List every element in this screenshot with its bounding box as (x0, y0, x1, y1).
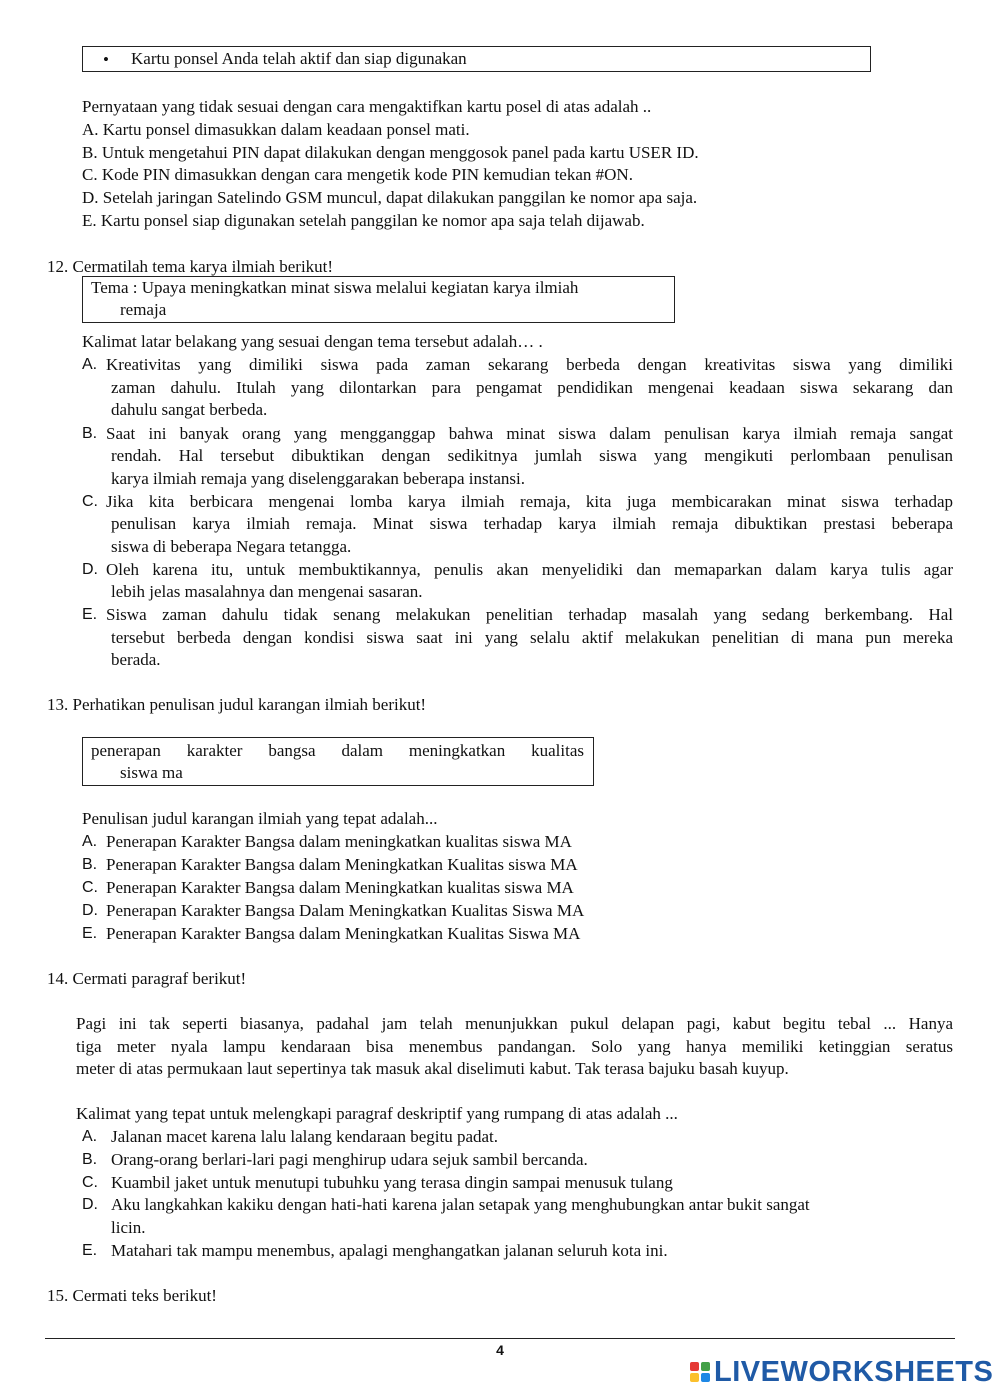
q14-question: Kalimat yang tepat untuk melengkapi paragraf deskriptif yang rumpang di atas adalah ... (76, 1104, 678, 1123)
q11-option-c: C. Kode PIN dimasukkan dengan cara mengetik kode PIN kemudian tekan #ON. (82, 165, 633, 184)
logo-square-red (690, 1362, 699, 1371)
q12-question: Kalimat latar belakang yang sesuai dengan tema tersebut adalah… . (82, 332, 543, 351)
q14-option-d-letter: D. (82, 1196, 98, 1213)
logo-square-green (701, 1362, 710, 1371)
q11-question: Pernyataan yang tidak sesuai dengan cara mengaktifkan kartu posel di atas adalah .. (82, 97, 652, 116)
q13-title-box (82, 737, 594, 786)
q13-title-line2: siswa ma (120, 763, 183, 782)
q14-option-b-letter: B. (82, 1151, 98, 1168)
q13-heading: 13. Perhatikan penulisan judul karangan ilmiah berikut! (47, 695, 427, 714)
q14-option-e-letter: E. (82, 1242, 98, 1259)
q14-option-e-text: Matahari tak mampu menembus, apalagi menghangatkan jalanan seluruh kota ini. (111, 1241, 668, 1260)
q14-option-c-text: Kuambil jaket untuk menutupi tubuhku yang terasa dingin sampai menusuk tulang (111, 1173, 673, 1192)
q14-option-b-text: Orang-orang berlari-lari pagi menghirup udara sejuk sambil bercanda. (111, 1150, 588, 1169)
q12-option-e-line3: berada. (111, 650, 161, 669)
q14-heading: 14. Cermati paragraf berikut! (47, 969, 247, 988)
q13-option-a-letter: A. (82, 833, 98, 850)
q14-option-c-letter: C. (82, 1174, 98, 1191)
q12-option-b-line3: karya ilmiah remaja yang diselenggarakan beberapa instansi. (111, 469, 525, 488)
q12-option-e-line1: Siswa zaman dahulu tidak senang melakukan penelitian terhadap masalah yang sedang berkembang. Hal (106, 605, 953, 624)
q12-theme-box (82, 276, 675, 323)
q12-option-a-line1: Kreativitas yang dimiliki siswa pada zaman sekarang berbeda dengan kreativitas siswa yang dimiliki (106, 355, 953, 374)
q14-option-d-line2: licin. (111, 1218, 146, 1237)
q13-option-b-text: Penerapan Karakter Bangsa dalam Meningkatkan Kualitas siswa MA (106, 855, 578, 874)
page-number: 4 (496, 1342, 504, 1358)
logo-square-yellow (690, 1373, 699, 1382)
q13-title-line1: penerapan karakter bangsa dalam meningkatkan kualitas (91, 741, 584, 760)
q15-heading: 15. Cermati teks berikut! (47, 1286, 217, 1305)
q13-option-c-text: Penerapan Karakter Bangsa dalam Meningkatkan kualitas siswa MA (106, 878, 574, 897)
q12-theme-line1: Tema : Upaya meningkatkan minat siswa melalui kegiatan karya ilmiah (91, 278, 579, 297)
q12-option-d-letter: D. (82, 561, 98, 578)
q14-paragraph-line1: Pagi ini tak seperti biasanya, padahal jam telah menunjukkan pukul delapan pagi, kabut begitu tebal ... Hanya (76, 1014, 953, 1033)
q11-option-e: E. Kartu ponsel siap digunakan setelah panggilan ke nomor apa saja telah dijawab. (82, 211, 645, 230)
bullet-icon: • (103, 50, 109, 69)
liveworksheets-logo[interactable] (690, 1355, 993, 1389)
q14-option-a-letter: A. (82, 1128, 98, 1145)
q12-option-e-letter: E. (82, 606, 98, 623)
q13-option-a-text: Penerapan Karakter Bangsa dalam meningkatkan kualitas siswa MA (106, 832, 572, 851)
logo-grid-icon (690, 1362, 710, 1382)
q14-paragraph-line2: tiga meter nyala lampu kendaraan bisa menembus pandangan. Solo yang hanya memiliki ketinggian seratus (76, 1037, 953, 1056)
q14-paragraph-line3: meter di atas permukaan laut sepertinya tak masuk akal diselimuti kabut. Tak terasa bajuku basah kuyup. (76, 1059, 789, 1078)
q12-option-a-line3: dahulu sangat berbeda. (111, 400, 268, 419)
q12-option-b-line2: rendah. Hal tersebut dibuktikan dengan sedikitnya jumlah siswa yang mengikuti perlombaan penulisan (111, 446, 953, 465)
q11-option-b: B. Untuk mengetahui PIN dapat dilakukan dengan menggosok panel pada kartu USER ID. (82, 143, 699, 162)
q12-option-b-letter: B. (82, 425, 98, 442)
logo-text: LIVEWORKSHEETS (714, 1355, 994, 1388)
footer-divider (45, 1338, 955, 1339)
q13-option-e-text: Penerapan Karakter Bangsa dalam Meningkatkan Kualitas Siswa MA (106, 924, 581, 943)
q12-option-d-line2: lebih jelas masalahnya dan mengenai sasaran. (111, 582, 423, 601)
q11-bullet-text: Kartu ponsel Anda telah aktif dan siap digunakan (131, 49, 467, 68)
q12-option-a-letter: A. (82, 356, 98, 373)
q12-option-c-letter: C. (82, 493, 98, 510)
q12-option-e-line2: tersebut berbeda dengan kondisi siswa saat ini yang selalu aktif melakukan penelitian di mana pun mereka (111, 628, 953, 647)
q12-heading: 12. Cermatilah tema karya ilmiah berikut! (47, 257, 334, 276)
q12-option-b-line1: Saat ini banyak orang yang mengganggap bahwa minat siswa dalam penulisan karya ilmiah remaja sangat (106, 424, 953, 443)
q12-option-c-line2: penulisan karya ilmiah remaja. Minat siswa terhadap karya ilmiah remaja dibuktikan prestasi beberapa (111, 514, 953, 533)
logo-square-blue (701, 1373, 710, 1382)
q13-option-e-letter: E. (82, 925, 98, 942)
q14-option-d-line1: Aku langkahkan kakiku dengan hati-hati karena jalan setapak yang menghubungkan antar bukit sangat (111, 1195, 810, 1214)
q12-option-c-line3: siswa di beberapa Negara tetangga. (111, 537, 352, 556)
q14-option-a-text: Jalanan macet karena lalu lalang kendaraan begitu padat. (111, 1127, 499, 1146)
q12-option-a-line2: zaman dahulu. Itulah yang dilontarkan para pengamat pendidikan mengenai keadaan siswa sekarang dan (111, 378, 953, 397)
q11-bullet-box (82, 46, 871, 72)
q12-theme-line2: remaja (120, 300, 167, 319)
q11-option-d: D. Setelah jaringan Satelindo GSM muncul, dapat dilakukan panggilan ke nomor apa saja. (82, 188, 698, 207)
q13-option-b-letter: B. (82, 856, 98, 873)
q13-option-c-letter: C. (82, 879, 98, 896)
q12-option-c-line1: Jika kita berbicara mengenai lomba karya ilmiah remaja, kita juga membicarakan minat siswa terhadap (106, 492, 953, 511)
q12-option-d-line1: Oleh karena itu, untuk membuktikannya, penulis akan menyelidiki dan memaparkan dalam karya tulis agar (106, 560, 953, 579)
q13-option-d-text: Penerapan Karakter Bangsa Dalam Meningkatkan Kualitas Siswa MA (106, 901, 585, 920)
q13-option-d-letter: D. (82, 902, 98, 919)
q11-option-a: A. Kartu ponsel dimasukkan dalam keadaan ponsel mati. (82, 120, 470, 139)
q13-question: Penulisan judul karangan ilmiah yang tepat adalah... (82, 809, 438, 828)
